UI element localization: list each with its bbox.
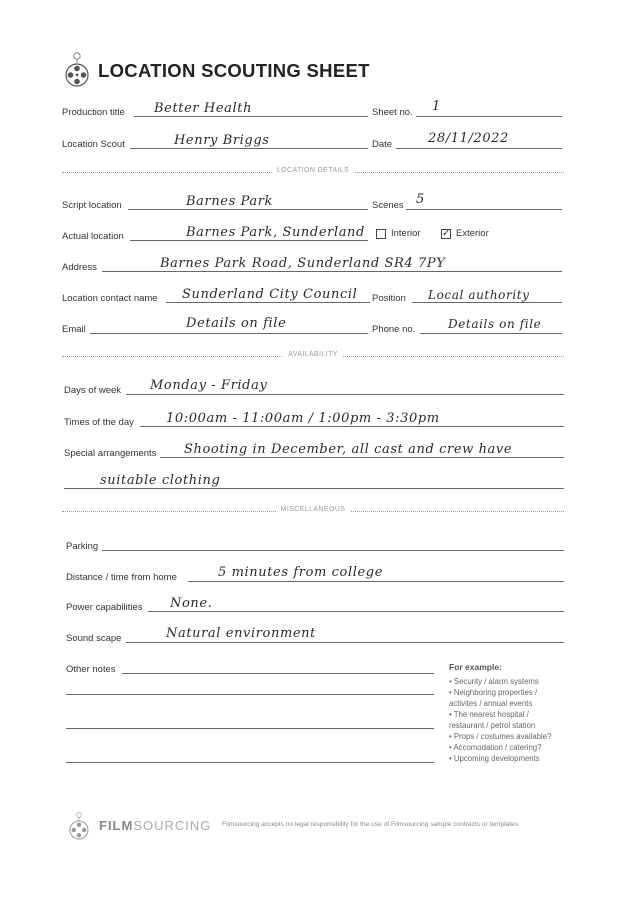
other-notes-line-3[interactable] xyxy=(66,728,434,729)
address-value: Barnes Park Road, Sunderland SR4 7PY xyxy=(160,256,446,271)
sheet-no-value: 1 xyxy=(432,99,441,114)
times-of-day-label: Times of the day xyxy=(64,417,134,428)
distance-value: 5 minutes from college xyxy=(218,565,383,580)
power-capabilities-value: None. xyxy=(170,596,213,611)
footer-disclaimer: Filmsourcing accepts no legal responsibility for the use of Filmsourcing sample contracts or templates. xyxy=(222,821,520,828)
parking-label: Parking xyxy=(66,541,99,552)
power-capabilities-label: Power capabilities xyxy=(66,602,143,613)
filmsourcing-brand xyxy=(99,818,211,833)
example-item: activites / annual events xyxy=(449,699,533,708)
parking-field[interactable] xyxy=(66,534,564,554)
film-reel-logo-icon xyxy=(62,52,92,88)
examples-list xyxy=(449,662,579,764)
scenes-value: 5 xyxy=(416,192,425,207)
script-location-label: Script location xyxy=(62,200,122,211)
times-of-day-value: 10:00am - 11:00am / 1:00pm - 3:30pm xyxy=(166,411,440,426)
exterior-checkbox-box[interactable] xyxy=(441,229,451,239)
examples-title: For example: xyxy=(449,662,502,672)
soundscape-value: Natural environment xyxy=(166,626,316,641)
other-notes-label: Other notes xyxy=(66,664,116,675)
example-item: • Neighboring properties / xyxy=(449,688,538,697)
special-arrangements-field[interactable] xyxy=(64,441,564,461)
date-field[interactable] xyxy=(372,132,562,152)
position-value: Local authority xyxy=(428,288,530,302)
interior-checkbox-box[interactable] xyxy=(376,229,386,239)
section-title-location-details: LOCATION DETAILS xyxy=(272,167,354,174)
address-label: Address xyxy=(62,262,97,273)
page-title: LOCATION SCOUTING SHEET xyxy=(98,60,370,81)
check-mark-icon: ✓ xyxy=(442,227,451,239)
brand-light-text: SOURCING xyxy=(133,818,212,833)
location-scout-value: Henry Briggs xyxy=(174,133,270,148)
phone-label: Phone no. xyxy=(372,324,416,335)
email-label: Email xyxy=(62,324,86,335)
section-divider-location-details xyxy=(62,167,564,177)
scenes-label: Scenes xyxy=(372,200,404,211)
actual-location-field[interactable] xyxy=(62,224,368,244)
example-item: • Props / costumes available? xyxy=(449,732,552,741)
interior-label: Interior xyxy=(391,228,421,239)
contact-name-value: Sunderland City Council xyxy=(182,287,358,302)
example-item: • Upcoming developments xyxy=(449,754,540,763)
exterior-label: Exterior xyxy=(456,228,489,239)
production-title-value: Better Health xyxy=(154,101,253,116)
days-of-week-field[interactable] xyxy=(64,378,564,398)
phone-field[interactable] xyxy=(372,317,562,337)
date-value: 28/11/2022 xyxy=(428,131,509,146)
script-location-field[interactable] xyxy=(62,193,368,213)
other-notes-field[interactable] xyxy=(66,657,434,677)
brand-bold-text: FILM xyxy=(99,818,134,833)
production-title-field[interactable] xyxy=(62,100,368,120)
contact-name-label: Location contact name xyxy=(62,293,158,304)
phone-value: Details on file xyxy=(448,317,542,331)
date-label: Date xyxy=(372,139,393,150)
sheet-no-label: Sheet no. xyxy=(372,107,413,118)
exterior-checkbox[interactable] xyxy=(441,228,489,239)
distance-field[interactable] xyxy=(66,565,564,585)
special-arrangements-label: Special arrangements xyxy=(64,448,157,459)
special-arrangements-value: Shooting in December, all cast and crew have xyxy=(184,442,513,457)
production-title-label: Production title xyxy=(62,107,125,118)
location-scout-label: Location Scout xyxy=(62,139,125,150)
days-of-week-value: Monday - Friday xyxy=(150,378,268,393)
example-item: • Accomodation / catering? xyxy=(449,743,542,752)
filmsourcing-logo-icon xyxy=(66,812,92,840)
position-field[interactable] xyxy=(372,286,562,306)
special-arrangements-line-2[interactable] xyxy=(64,472,564,492)
scenes-field[interactable] xyxy=(372,193,562,213)
special-arrangements-value-2: suitable clothing xyxy=(100,473,221,488)
times-of-day-field[interactable] xyxy=(64,410,564,430)
example-item: • Security / alarm systems xyxy=(449,677,539,686)
contact-name-field[interactable] xyxy=(62,286,370,306)
interior-checkbox[interactable] xyxy=(376,228,421,239)
position-label: Position xyxy=(372,293,406,304)
actual-location-value: Barnes Park, Sunderland xyxy=(186,225,365,240)
distance-label: Distance / time from home xyxy=(66,572,177,583)
actual-location-label: Actual location xyxy=(62,231,124,242)
section-title-miscellaneous: MISCELLANEOUS xyxy=(276,506,351,513)
other-notes-line-2[interactable] xyxy=(66,694,434,695)
section-divider-miscellaneous xyxy=(62,506,564,516)
days-of-week-label: Days of week xyxy=(64,385,122,396)
sheet-no-field[interactable] xyxy=(372,100,562,120)
location-scout-field[interactable] xyxy=(62,132,368,152)
other-notes-line-4[interactable] xyxy=(66,762,434,763)
example-item: • The nearest hospital / xyxy=(449,710,529,719)
section-divider-availability xyxy=(62,351,564,361)
email-value: Details on file xyxy=(186,316,287,331)
section-title-availability: AVAILABILITY xyxy=(283,351,343,358)
soundscape-field[interactable] xyxy=(66,626,564,646)
email-field[interactable] xyxy=(62,317,368,337)
power-capabilities-field[interactable] xyxy=(66,595,564,615)
soundscape-label: Sound scape xyxy=(66,633,122,644)
script-location-value: Barnes Park xyxy=(186,194,273,209)
address-field[interactable] xyxy=(62,255,562,275)
example-item: restaurant / petrol station xyxy=(449,721,536,730)
